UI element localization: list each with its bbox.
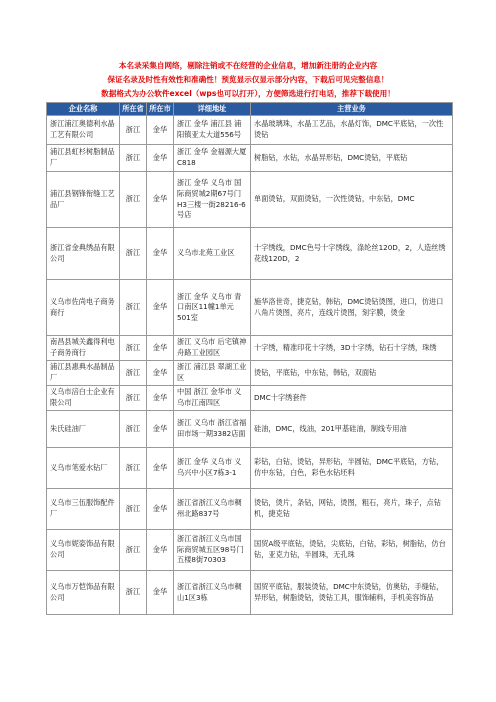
notice-line-2: 保证名录及时性有效性和准确性！预览显示仅显示部分内容，下载后可见完整信息！ (107, 75, 389, 84)
business-cell: 硅油，DMC，线油，201甲基硅油，制线专用油 (251, 411, 453, 448)
address-cell: 浙江 金华 浦江县 浦阳镇亚太大道556号 (174, 116, 251, 145)
province-cell: 浙江 (120, 530, 147, 571)
city-cell: 金华 (147, 530, 174, 571)
address-cell: 浙江 金华 金福源大厦C818 (174, 145, 251, 172)
business-cell: 水晶玻璃珠，水晶工艺品，水晶灯饰，DMC平底钻，一次性烫钻 (251, 116, 453, 145)
province-cell: 浙江 (120, 336, 147, 361)
city-cell: 金华 (147, 361, 174, 386)
business-cell: 施华洛世奇，捷克钻，韩钻，DMC烫钻烫图，进口，仿进口八角片烫图，亮片，连线片烫图，刻字膜，烫金 (251, 280, 453, 336)
company-name-cell: 浙江省金典绣品有限公司 (47, 228, 120, 280)
province-cell: 浙江 (120, 228, 147, 280)
company-name-cell: 义乌市涪白士企业有限公司 (47, 386, 120, 411)
company-name-cell: 浦江县虹杉树脂制品厂 (47, 145, 120, 172)
city-cell: 金华 (147, 336, 174, 361)
city-cell: 金华 (147, 228, 174, 280)
business-cell: 十字绣，精准印花十字绣，3D十字绣，钻石十字绣，珠绣 (251, 336, 453, 361)
company-name-cell: 义乌市佐尚电子商务商行 (47, 280, 120, 336)
address-cell: 浙江 金华 义乌市 义乌兴中小区7栋3-1 (174, 448, 251, 489)
header-province: 所在省 (120, 103, 147, 116)
province-cell: 浙江 (120, 361, 147, 386)
company-name-cell: 浦江县钢锋衔缝工艺品厂 (47, 172, 120, 228)
company-name-cell: 义乌市笔爱水钻厂 (47, 448, 120, 489)
header-business: 主营业务 (251, 103, 453, 116)
city-cell: 金华 (147, 172, 174, 228)
table-row (47, 145, 453, 172)
table-row (47, 386, 453, 411)
company-name-cell: 义乌市三伍服饰配件厂 (47, 489, 120, 530)
address-cell: 浙江 金华 义乌市 青口南区11幢1单元501室 (174, 280, 251, 336)
company-name-cell: 南昌县城关鑫得利电子商务商行 (47, 336, 120, 361)
province-cell: 浙江 (120, 411, 147, 448)
header-city: 所在市 (147, 103, 174, 116)
header-address: 详细地址 (174, 103, 251, 116)
business-cell: DMC十字绣套件 (251, 386, 453, 411)
city-cell: 金华 (147, 116, 174, 145)
city-cell: 金华 (147, 571, 174, 615)
business-cell: 烫钻，平底钻，中东钻，韩钻，双面钻 (251, 361, 453, 386)
business-cell: 树脂钻，水钻，水晶异形钻，DMC烫钻，平底钻 (251, 145, 453, 172)
business-cell: 国贸平底钻，服装烫钻，DMC中东烫钻，仿奥钻，手缝钻，异形钻，树脂烫钻，烫钻工具，服饰辅料，手机美容饰品 (251, 571, 453, 615)
city-cell: 金华 (147, 386, 174, 411)
province-cell: 浙江 (120, 448, 147, 489)
address-cell: 义乌市北苑工业区 (174, 228, 251, 280)
address-cell: 浙江省浙江义乌市稠山1区3栋 (174, 571, 251, 615)
city-cell: 金华 (147, 489, 174, 530)
company-name-cell: 浦江县惠典水晶制品厂 (47, 361, 120, 386)
city-cell: 金华 (147, 448, 174, 489)
address-cell: 浙江省浙江义乌市稠州北路837号 (174, 489, 251, 530)
header-company-name: 企业名称 (47, 103, 120, 116)
province-cell: 浙江 (120, 116, 147, 145)
table-row (47, 448, 453, 489)
address-cell: 浙江 义乌市 后宅镇神舟路工业园区 (174, 336, 251, 361)
province-cell: 浙江 (120, 145, 147, 172)
notice-line-3: 数据格式为办公软件excel（wps也可以打开），方便筛选进行打电话，推荐下载使用！ (101, 89, 395, 98)
table-row (47, 411, 453, 448)
company-name-cell: 浙江浦江奥德利水晶工艺有限公司 (47, 116, 120, 145)
business-cell: 国贸A级平底钻，烫钻，尖底钻，白钻，彩钻，树脂钻，仿台钻，亚克力钻，半圆珠，无孔珠 (251, 530, 453, 571)
table-row (47, 361, 453, 386)
table-row (47, 571, 453, 615)
province-cell: 浙江 (120, 172, 147, 228)
city-cell: 金华 (147, 145, 174, 172)
table-body (47, 116, 453, 615)
table-row (47, 280, 453, 336)
company-table (46, 102, 453, 615)
address-cell: 浙江 金华 义乌市 国际商贸城2期67号门H3三楼一街28216-6号店 (174, 172, 251, 228)
address-cell: 浙江 浦江县 翠湖工业区 (174, 361, 251, 386)
table-row (47, 116, 453, 145)
address-cell: 浙江 义乌市 浙江省福田市场一期3382店面 (174, 411, 251, 448)
table-row (47, 530, 453, 571)
city-cell: 金华 (147, 411, 174, 448)
company-name-cell: 义乌市妮姿饰品有限公司 (47, 530, 120, 571)
company-name-cell: 义乌市万恺饰品有限公司 (47, 571, 120, 615)
table-row (47, 228, 453, 280)
company-name-cell: 朱氏硅油厂 (47, 411, 120, 448)
province-cell: 浙江 (120, 386, 147, 411)
business-cell: 十字绣线，DMC色号十字绣线，涤纶丝120D，2，人造丝绣花线120D，2 (251, 228, 453, 280)
province-cell: 浙江 (120, 280, 147, 336)
table-row (47, 489, 453, 530)
notice-line-1: 本名录采集自网络，剔除注销或不在经营的企业信息，增加新注册的企业内容 (118, 61, 378, 70)
table-row (47, 172, 453, 228)
province-cell: 浙江 (120, 571, 147, 615)
address-cell: 浙江省浙江义乌市国际商贸城五区98号门五楼8街70303 (174, 530, 251, 571)
province-cell: 浙江 (120, 489, 147, 530)
business-cell: 烫钻，烫片，条钻，网钻，烫图，粗石，亮片，珠子，点钻机，捷克钻 (251, 489, 453, 530)
city-cell: 金华 (147, 280, 174, 336)
table-row (47, 336, 453, 361)
address-cell: 中国 浙江 金华市 义乌市江南四区 (174, 386, 251, 411)
business-cell: 单面烫钻，双面烫钻，一次性烫钻，中东钻，DMC (251, 172, 453, 228)
table-header-row (47, 103, 453, 116)
business-cell: 彩钻，白钻，烫钻，异形钻，半圆钻，DMC平底钻，方钻，仿中东钻，白色，彩色水钻坯料 (251, 448, 453, 489)
